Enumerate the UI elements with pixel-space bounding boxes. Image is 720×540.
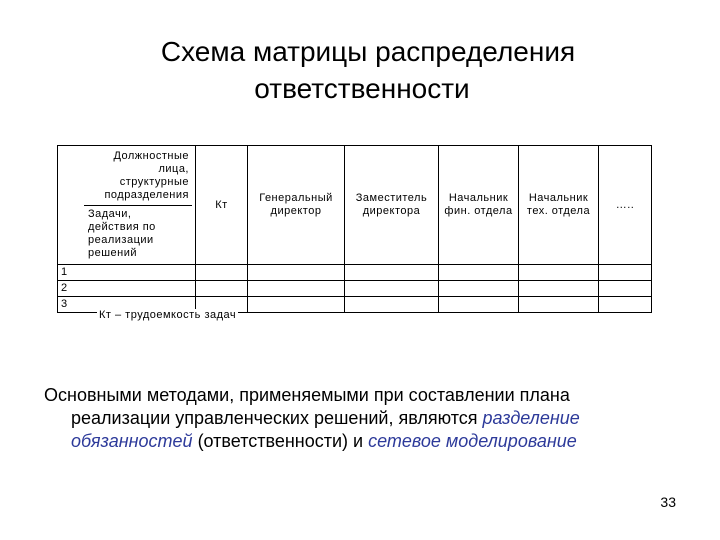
col-header-fin-dept-head: Начальник фин. отдела: [439, 146, 519, 265]
col-header-kt: Кт: [196, 146, 248, 265]
slide-title-line1: Схема матрицы распределения: [160, 36, 576, 67]
col-header-deputy-director: Заместитель директора: [345, 146, 439, 265]
col-header-ellipsis: …..: [599, 146, 652, 265]
col-header-tech-dept-head: Начальник тех. отдела: [519, 146, 599, 265]
slide-title-line2: ответственности: [254, 73, 470, 104]
row-number: 3: [58, 297, 196, 313]
diag-separator: [84, 205, 192, 206]
responsibility-matrix-table: [57, 145, 652, 313]
row-number: 1: [58, 265, 196, 281]
diagonal-header-cell: [58, 146, 196, 265]
col-header-general-director: Генеральный директор: [248, 146, 345, 265]
table-row: [58, 265, 652, 281]
row-number: 2: [58, 281, 196, 297]
table-footnote: Кт – трудоемкость задач: [99, 309, 237, 321]
emphasis-network-modeling: сетевое моделирование: [368, 431, 577, 451]
diag-header-top: Должностные лица, структурные подразделения: [104, 150, 189, 201]
table-row: [58, 281, 652, 297]
diag-header-bottom: Задачи, действия по реализации решений: [88, 208, 156, 259]
page-number: 33: [660, 494, 676, 510]
body-paragraph: Основными методами, применяемыми при составлении плана реализации управленческих решений, являются разделение обязанностей (ответственности) и сетевое моделирование: [44, 385, 580, 451]
emphasis-duty-separation: разделение обязанностей: [71, 408, 580, 451]
